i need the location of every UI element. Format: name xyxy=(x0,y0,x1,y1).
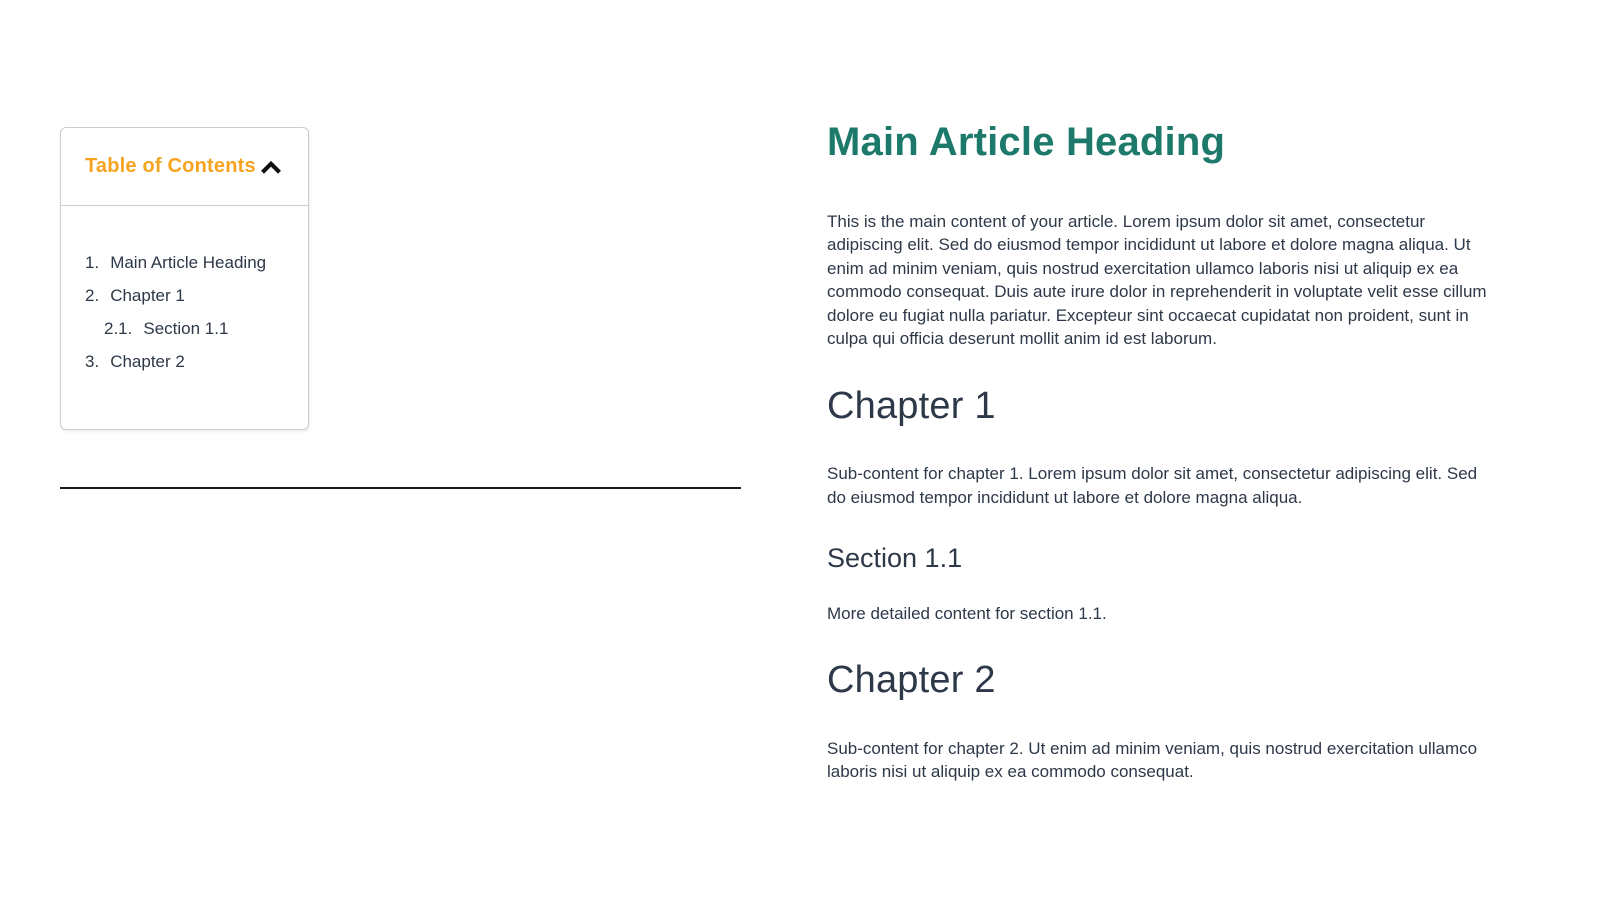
section-heading-chapter-2: Chapter 2 xyxy=(827,659,996,702)
toc-item-number: 1. xyxy=(85,253,100,272)
toc-item-number: 2. xyxy=(85,286,100,305)
toc-title: Table of Contents xyxy=(85,155,256,177)
table-of-contents-panel xyxy=(60,127,309,430)
toc-collapse-toggle[interactable] xyxy=(61,128,308,206)
article-intro-paragraph: This is the main content of your article. Lorem ipsum dolor sit amet, consectetur adipiscing elit. Sed do eiusmod tempor incididunt ut labore et dolore magna aliqua. Ut enim ad minim veniam, quis nostrud exercitation ullamco laboris nisi ut aliquip ex ea commodo consequat. Duis aute irure dolor in reprehenderit in voluptate velit esse cillum dolore eu fugiat nulla pariatur. Excepteur sint occaecat cupidatat non proident, sunt in culpa qui officia deserunt mollit anim id est laborum. xyxy=(827,212,1487,349)
chevron-up-icon[interactable] xyxy=(258,154,284,180)
horizontal-divider xyxy=(60,487,741,489)
toc-item-label: Chapter 2 xyxy=(110,352,185,371)
article-content xyxy=(827,118,1498,817)
toc-item-label: Main Article Heading xyxy=(110,253,267,272)
toc-item-number: 2.1. xyxy=(104,319,133,338)
section-heading-section-1-1: Section 1.1 xyxy=(827,543,963,574)
toc-item-number: 3. xyxy=(85,352,100,371)
toc-list xyxy=(61,206,308,371)
toc-item-chapter-1[interactable] xyxy=(61,287,308,305)
article-title: Main Article Heading xyxy=(827,120,1226,164)
section-body-chapter-2: Sub-content for chapter 2. Ut enim ad minim veniam, quis nostrud exercitation ullamco laboris nisi ut aliquip ex ea commodo consequat. xyxy=(827,738,1478,782)
section-body-chapter-1: Sub-content for chapter 1. Lorem ipsum dolor sit amet, consectetur adipiscing elit. Sed do eiusmod tempor incididunt ut labore et dolore magna aliqua. xyxy=(827,464,1478,507)
section-body-section-1-1: More detailed content for section 1.1. xyxy=(827,603,1107,623)
toc-item-label: Section 1.1 xyxy=(143,319,229,338)
toc-item-section-1-1[interactable] xyxy=(61,320,308,338)
toc-item-main-article-heading[interactable] xyxy=(61,254,308,272)
section-heading-chapter-1: Chapter 1 xyxy=(827,384,996,427)
toc-item-chapter-2[interactable] xyxy=(61,353,308,371)
toc-item-label: Chapter 1 xyxy=(110,286,185,305)
